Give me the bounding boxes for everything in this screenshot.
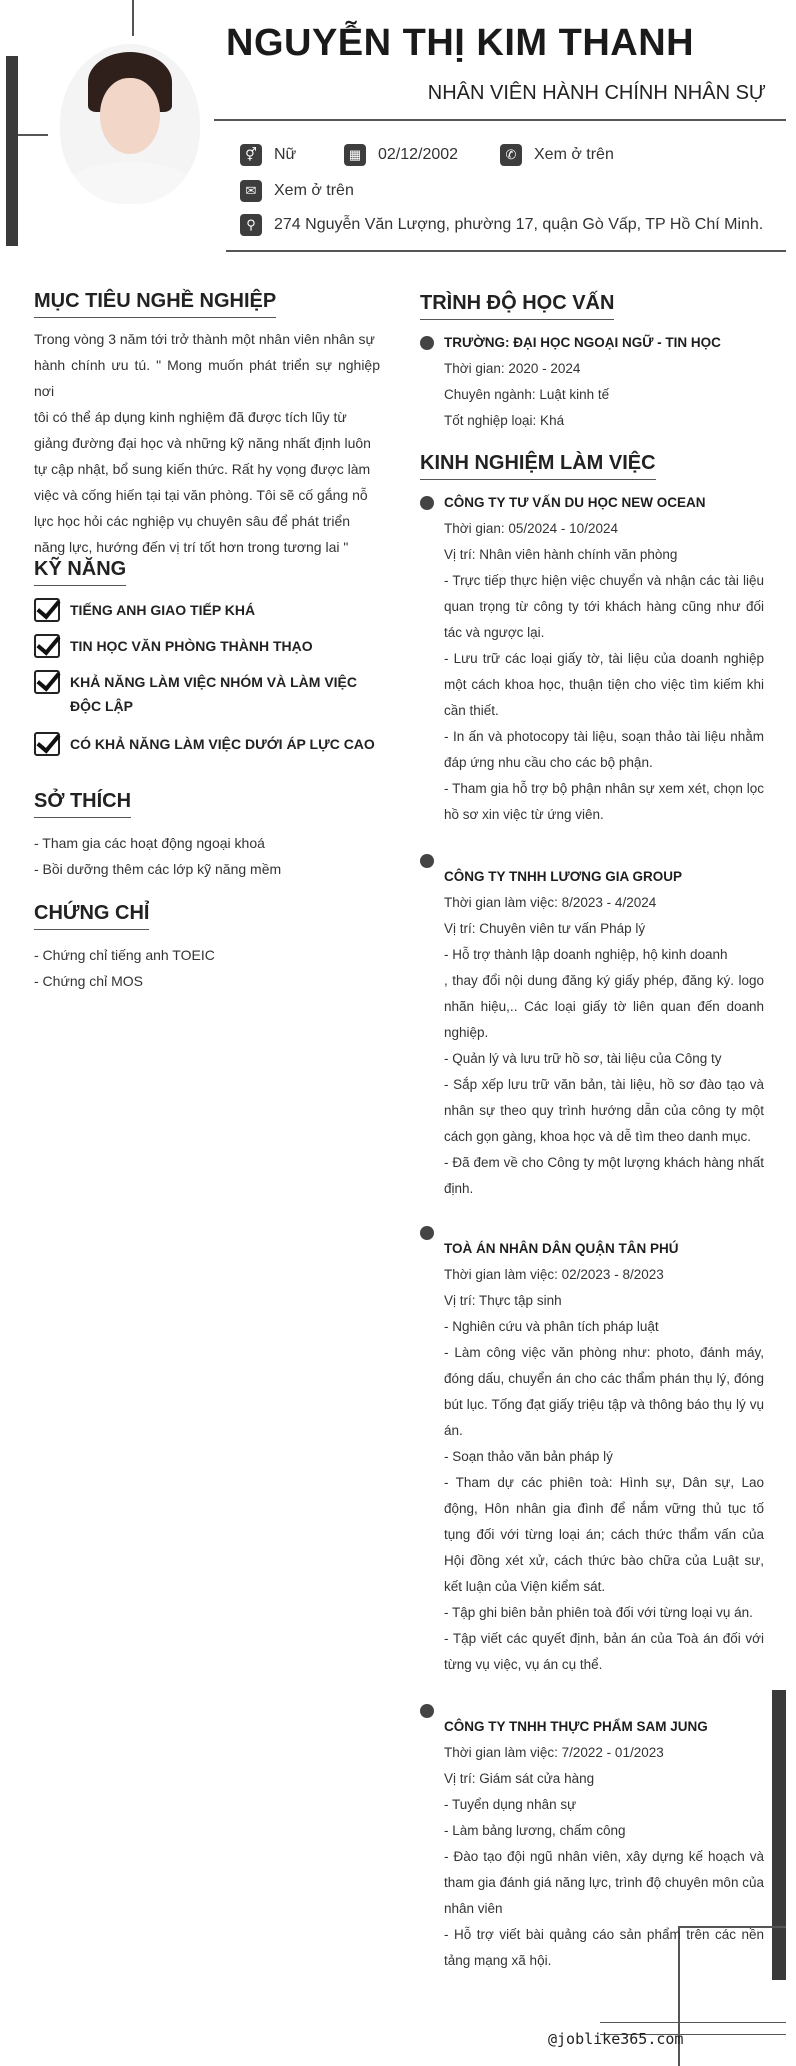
job-entry xyxy=(444,1714,764,1974)
checkbox-icon xyxy=(34,634,60,658)
skill-item: CÓ KHẢ NĂNG LÀM VIỆC DƯỚI ÁP LỰC CAO xyxy=(34,732,375,756)
skill-item: TIN HỌC VĂN PHÒNG THÀNH THẠO xyxy=(34,634,313,658)
dob-text: 02/12/2002 xyxy=(378,146,459,163)
right-accent-bar xyxy=(772,1690,786,1980)
bullet-dot xyxy=(420,336,434,350)
job-time: Thời gian: 05/2024 - 10/2024 xyxy=(444,521,618,536)
left-horizontal-rule xyxy=(18,134,48,136)
job-duty: - Làm công việc văn phòng như: photo, đánh máy, đóng dấu, chuyển án cho các thẩm phán thụ lý, đóng bút lục. Tống đạt giấy triệu tập và thông báo thụ lý vụ án. xyxy=(444,1345,764,1438)
email-icon: ✉ xyxy=(240,180,262,202)
calendar-icon: ▦ xyxy=(344,144,366,166)
hobby-item: - Tham gia các hoạt động ngoại khoá xyxy=(34,835,265,851)
avatar xyxy=(60,44,200,204)
job-role: Vị trí: Nhân viên hành chính văn phòng xyxy=(444,547,678,562)
contact-phone xyxy=(500,144,614,166)
skill-item: TIẾNG ANH GIAO TIẾP KHÁ xyxy=(34,598,255,622)
job-entry xyxy=(444,490,764,828)
job-entry xyxy=(444,1236,764,1678)
objective-text: Trong vòng 3 năm tới trở thành một nhân viên nhân sự hành chính ưu tú. " Mong muốn phát triển sự nghiệp nơi tôi có thể áp dụng kinh nghiệm đã được tích lũy từ giảng đường đại học và những kỹ năng nhất định luôn tự cập nhật, bổ sung kiến thức. Rất hy vọng được làm việc và cống hiến tại tại văn phòng. Tôi sẽ cố gắng nỗ lực học hỏi các nghiệp vụ chuyên sâu để phát triển năng lực, hướng đến vị trí tốt hơn trong tương lai " xyxy=(34,331,380,555)
job-duty: - Nghiên cứu và phân tích pháp luật xyxy=(444,1319,659,1334)
footer-watermark[interactable]: @joblike365.com xyxy=(548,2030,684,2048)
job-company: CÔNG TY TNHH THỰC PHẨM SAM JUNG xyxy=(444,1719,708,1734)
bullet-dot xyxy=(420,1226,434,1240)
job-duty: - Lưu trữ các loại giấy tờ, tài liệu của doanh nghiệp một cách khoa học, thuận tiện cho việc tìm kiếm khi cần thiết. xyxy=(444,651,764,718)
job-duty: - Soạn thảo văn bản pháp lý xyxy=(444,1449,613,1464)
education-heading: TRÌNH ĐỘ HỌC VẤN xyxy=(420,292,614,320)
gender-text: Nữ xyxy=(274,146,297,163)
skill-item: KHẢ NĂNG LÀM VIỆC NHÓM VÀ LÀM VIỆC ĐỘC LẬP xyxy=(34,670,384,718)
bullet-dot xyxy=(420,854,434,868)
job-company: CÔNG TY TNHH LƯƠNG GIA GROUP xyxy=(444,869,682,884)
job-duty: - Tập ghi biên bản phiên toà đối với từng loại vụ án. xyxy=(444,1605,753,1620)
education-major: Chuyên ngành: Luật kinh tế xyxy=(444,387,610,402)
checkbox-icon xyxy=(34,670,60,694)
job-title: NHÂN VIÊN HÀNH CHÍNH NHÂN SỰ xyxy=(427,82,766,104)
certificate-item: - Chứng chỉ MOS xyxy=(34,973,143,989)
job-duty: - Tham dự các phiên toà: Hình sự, Dân sự, Lao động, Hôn nhân gia đình để nắm vững thủ tục tố tụng đối với từng loại án; cách thức thẩm vấn của Hội đồng xét xử, cách thức bào chữa của Luật sư, kết luận của Viện kiểm sát. xyxy=(444,1475,764,1594)
job-time: Thời gian làm việc: 7/2022 - 01/2023 xyxy=(444,1745,664,1760)
location-icon: ⚲ xyxy=(240,214,262,236)
job-duty: - Đã đem về cho Công ty một lượng khách hàng nhất định. xyxy=(444,1155,764,1196)
job-duty: - Sắp xếp lưu trữ văn bản, tài liệu, hồ sơ đào tạo và nhân sự theo quy trình hướng dẫn của công ty một cách gọn gàng, khoa học và dễ tìm theo danh mục. xyxy=(444,1077,764,1144)
bullet-dot xyxy=(420,1704,434,1718)
job-duty: - Trực tiếp thực hiện việc chuyển và nhận các tài liệu quan trọng từ công ty tới khách hàng cũng như đối tác và ngược lại. xyxy=(444,573,764,640)
certificate-item: - Chứng chỉ tiếng anh TOEIC xyxy=(34,947,215,963)
email-text: Xem ở trên xyxy=(274,182,354,199)
job-duty: - Tham gia hỗ trợ bộ phận nhân sự xem xét, chọn lọc hồ sơ xin việc từ ứng viên. xyxy=(444,781,764,822)
job-company: TOÀ ÁN NHÂN DÂN QUẬN TÂN PHÚ xyxy=(444,1241,679,1256)
experience-heading: KINH NGHIỆM LÀM VIỆC xyxy=(420,452,656,480)
job-duty: - Đào tạo đội ngũ nhân viên, xây dựng kế hoạch và tham gia đánh giá năng lực, trình độ chuyên môn của nhân viên xyxy=(444,1849,764,1916)
education-entry xyxy=(444,330,764,434)
job-duty: - Hỗ trợ viết bài quảng cáo sản phẩm trên các nền tảng mạng xã hội. xyxy=(444,1927,764,1968)
school-name: TRƯỜNG: ĐẠI HỌC NGOẠI NGỮ - TIN HỌC xyxy=(444,335,721,350)
job-duty: - Làm bảng lương, chấm công xyxy=(444,1823,626,1838)
header-rule-top xyxy=(214,119,786,121)
job-entry xyxy=(444,864,764,1202)
contact-gender xyxy=(240,144,296,166)
job-duty: , thay đổi nội dung đăng ký giấy phép, đăng ký. logo nhãn hiệu,.. Các loại giấy tờ liên quan đến doanh nghiệp. xyxy=(444,973,764,1040)
education-time: Thời gian: 2020 - 2024 xyxy=(444,361,581,376)
job-duty: - Tập viết các quyết định, bản án của Toà án đối với từng vụ việc, vụ án cụ thể. xyxy=(444,1631,764,1672)
address-text: 274 Nguyễn Văn Lượng, phường 17, quận Gò Vấp, TP Hồ Chí Minh. xyxy=(274,216,764,233)
job-time: Thời gian làm việc: 8/2023 - 4/2024 xyxy=(444,895,657,910)
header-rule-bottom xyxy=(226,250,786,252)
checkbox-icon xyxy=(34,598,60,622)
job-company: CÔNG TY TƯ VẤN DU HỌC NEW OCEAN xyxy=(444,495,706,510)
job-duty: - Quản lý và lưu trữ hồ sơ, tài liệu của Công ty xyxy=(444,1051,722,1066)
job-role: Vị trí: Chuyên viên tư vấn Pháp lý xyxy=(444,921,646,936)
hobbies-heading: SỞ THÍCH xyxy=(34,790,131,818)
certificates-heading: CHỨNG CHỈ xyxy=(34,902,149,930)
top-left-vertical-rule xyxy=(132,0,134,36)
job-duty: - Hỗ trợ thành lập doanh nghiệp, hộ kinh doanh xyxy=(444,947,728,962)
job-role: Vị trí: Giám sát cửa hàng xyxy=(444,1771,595,1786)
hobby-item: - Bồi dưỡng thêm các lớp kỹ năng mềm xyxy=(34,861,282,877)
job-duty: - In ấn và photocopy tài liệu, soạn thảo tài liệu nhằm đáp ứng nhu cầu cho các bộ phận. xyxy=(444,729,764,770)
contact-address xyxy=(240,214,763,236)
candidate-name: NGUYỄN THỊ KIM THANH xyxy=(226,22,695,64)
phone-icon: ✆ xyxy=(500,144,522,166)
job-duty: - Tuyển dụng nhân sự xyxy=(444,1797,577,1812)
contact-email xyxy=(240,180,354,202)
phone-text: Xem ở trên xyxy=(534,146,614,163)
skills-heading: KỸ NĂNG xyxy=(34,558,126,586)
gender-icon: ⚥ xyxy=(240,144,262,166)
education-grade: Tốt nghiệp loại: Khá xyxy=(444,413,565,428)
checkbox-icon xyxy=(34,732,60,756)
job-time: Thời gian làm việc: 02/2023 - 8/2023 xyxy=(444,1267,664,1282)
bullet-dot xyxy=(420,496,434,510)
job-role: Vị trí: Thực tập sinh xyxy=(444,1293,562,1308)
left-accent-bar xyxy=(6,56,18,246)
objective-heading: MỤC TIÊU NGHỀ NGHIỆP xyxy=(34,290,276,318)
contact-dob xyxy=(344,144,458,166)
footer-rule-1 xyxy=(600,2022,786,2023)
